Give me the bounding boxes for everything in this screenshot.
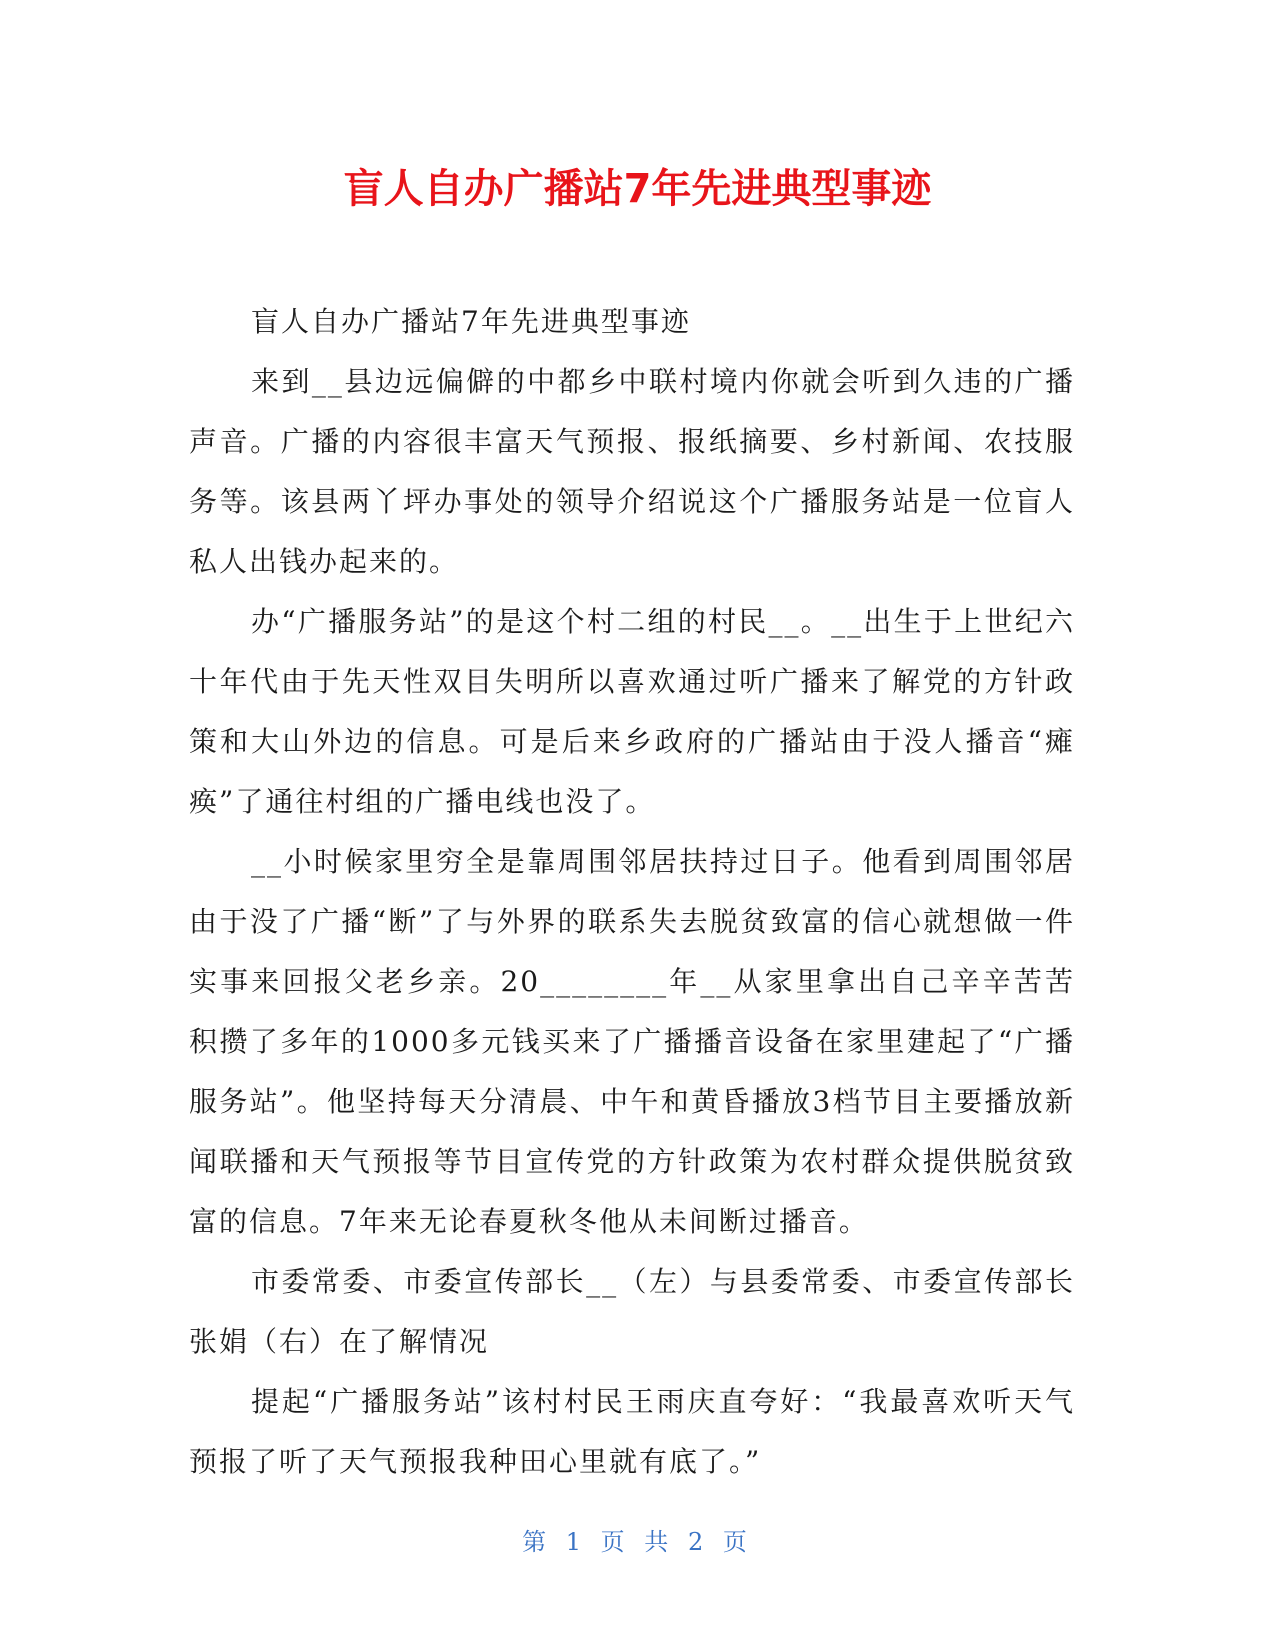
page-number-label: 第 1 页 共 2 页 [522,1528,753,1556]
paragraph-subtitle: 盲人自办广播站7年先进典型事迹 [251,305,691,338]
page-footer [0,1527,1275,1557]
paragraph-3: __小时候家里穷全是靠周围邻居扶持过日子。他看到周围邻居由于没了广播“断”了与外界的联系失去脱贫致富的信心就想做一件实事来回报父老乡亲。20________年__从家里拿出自己辛辛苦苦积攒了多年的1000多元钱买来了广播播音设备在家里建起了“广播服务站”。他坚持每天分清晨、中午和黄昏播放3档节目主要播放新闻联播和天气预报等节目宣传党的方针政策为农村群众提供脱贫致富的信息。7年来无论春夏秋冬他从未间断过播音。 [189,845,1075,1238]
paragraph-1: 来到__县边远偏僻的中都乡中联村境内你就会听到久违的广播声音。广播的内容很丰富天气预报、报纸摘要、乡村新闻、农技服务等。该县两丫坪办事处的领导介绍说这个广播服务站是一位盲人私人出钱办起来的。 [189,365,1075,578]
document-body [189,292,1075,1492]
paragraph-5: 提起“广播服务站”该村村民王雨庆直夸好：“我最喜欢听天气预报了听了天气预报我种田心里就有底了。” [189,1385,1075,1478]
paragraph-2: 办“广播服务站”的是这个村二组的村民__。__出生于上世纪六十年代由于先天性双目失明所以喜欢通过听广播来了解党的方针政策和大山外边的信息。可是后来乡政府的广播站由于没人播音“瘫痪”了通往村组的广播电线也没了。 [189,605,1075,818]
document-title: 盲人自办广播站7年先进典型事迹 [343,166,932,212]
paragraph-4: 市委常委、市委宣传部长__（左）与县委常委、市委宣传部长张娟（右）在了解情况 [189,1265,1075,1358]
